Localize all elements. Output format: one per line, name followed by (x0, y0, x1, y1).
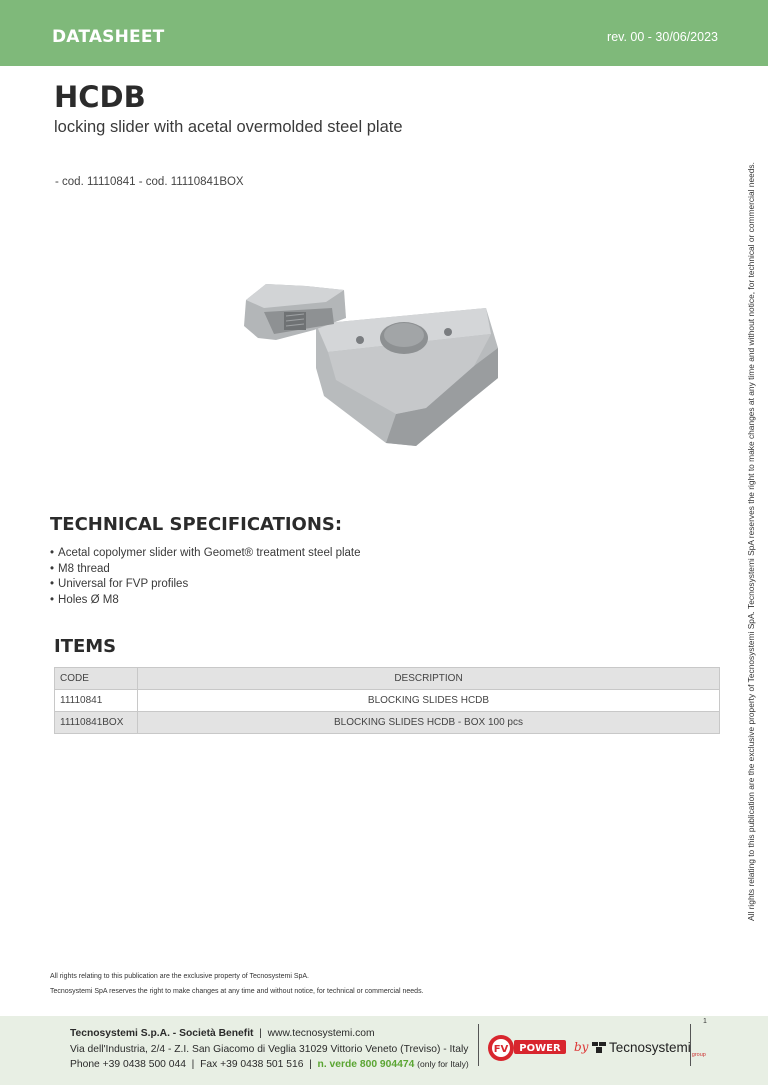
cell-code: 11110841 (55, 690, 138, 712)
fax-number: Fax +39 0438 501 516 (200, 1059, 304, 1070)
cell-code: 11110841BOX (55, 712, 138, 734)
toll-free-number: n. verde 800 904474 (317, 1059, 415, 1070)
product-title: HCDB (54, 80, 146, 114)
specs-list (50, 546, 361, 608)
items-table (54, 667, 720, 734)
phone-number: Phone +39 0438 500 044 (70, 1059, 186, 1070)
company-name: Tecnosystemi S.p.A. - Società Benefit (70, 1028, 254, 1039)
tecnosystemi-wordmark: Tecnosystemi (609, 1040, 691, 1055)
footer-line-3: Phone +39 0438 500 044 | Fax +39 0438 501 516 | n. verde 800 904474 (only for Italy) (70, 1059, 469, 1070)
rights-side-note: All rights relating to this publication are the exclusive property of Tecnosystemi SpA. Tecnosystemi SpA reserves the right to make changes at any time and without notice, for technical or commercial needs. (746, 162, 756, 921)
logo-group-text: group (691, 1051, 706, 1058)
tecnosystemi-mark-icon (592, 1041, 606, 1053)
column-header-description: DESCRIPTION (138, 668, 720, 690)
spec-item: • Holes Ø M8 (50, 593, 361, 609)
power-text: POWER (519, 1043, 561, 1054)
column-header-code: CODE (55, 668, 138, 690)
spec-item: • M8 thread (50, 562, 361, 578)
specs-heading: TECHNICAL SPECIFICATIONS: (50, 514, 343, 535)
fv-power-logo (487, 1030, 569, 1066)
footer-address: Via dell'Industria, 2/4 - Z.I. San Giacomo di Veglia 31029 Vittorio Veneto (Treviso) - Italy (70, 1043, 469, 1055)
tecnosystemi-logo (592, 1040, 706, 1058)
table-header-row (55, 668, 720, 690)
footer-line-1: Tecnosystemi S.p.A. - Società Benefit | www.tecnosystemi.com (70, 1028, 375, 1039)
footer-contact (70, 1026, 469, 1073)
spec-item: • Acetal copolymer slider with Geomet® treatment steel plate (50, 546, 361, 562)
toll-free-note: (only for Italy) (417, 1059, 469, 1069)
product-codes: - cod. 11110841 - cod. 11110841BOX (55, 176, 244, 188)
table-row (55, 690, 720, 712)
logo-by-text: by (574, 1040, 589, 1054)
website-link[interactable]: www.tecnosystemi.com (267, 1028, 375, 1039)
header-title: DATASHEET (52, 27, 165, 47)
product-subtitle: locking slider with acetal overmolded steel plate (54, 118, 403, 136)
table-row (55, 712, 720, 734)
items-heading: ITEMS (54, 636, 117, 657)
page-number: 1 (703, 1018, 707, 1025)
rights-notice-2: Tecnosystemi SpA reserves the right to make changes at any time and without notice, for technical or commercial needs. (50, 988, 424, 995)
spec-item: • Universal for FVP profiles (50, 577, 361, 593)
revision-date: rev. 00 - 30/06/2023 (607, 30, 718, 44)
cell-description: BLOCKING SLIDES HCDB - BOX 100 pcs (138, 712, 720, 734)
rights-notice-1: All rights relating to this publication are the exclusive property of Tecnosystemi SpA. (50, 973, 309, 980)
product-image (236, 268, 516, 458)
cell-description: BLOCKING SLIDES HCDB (138, 690, 720, 712)
footer-divider (478, 1024, 479, 1066)
fv-text: FV (493, 1044, 509, 1055)
